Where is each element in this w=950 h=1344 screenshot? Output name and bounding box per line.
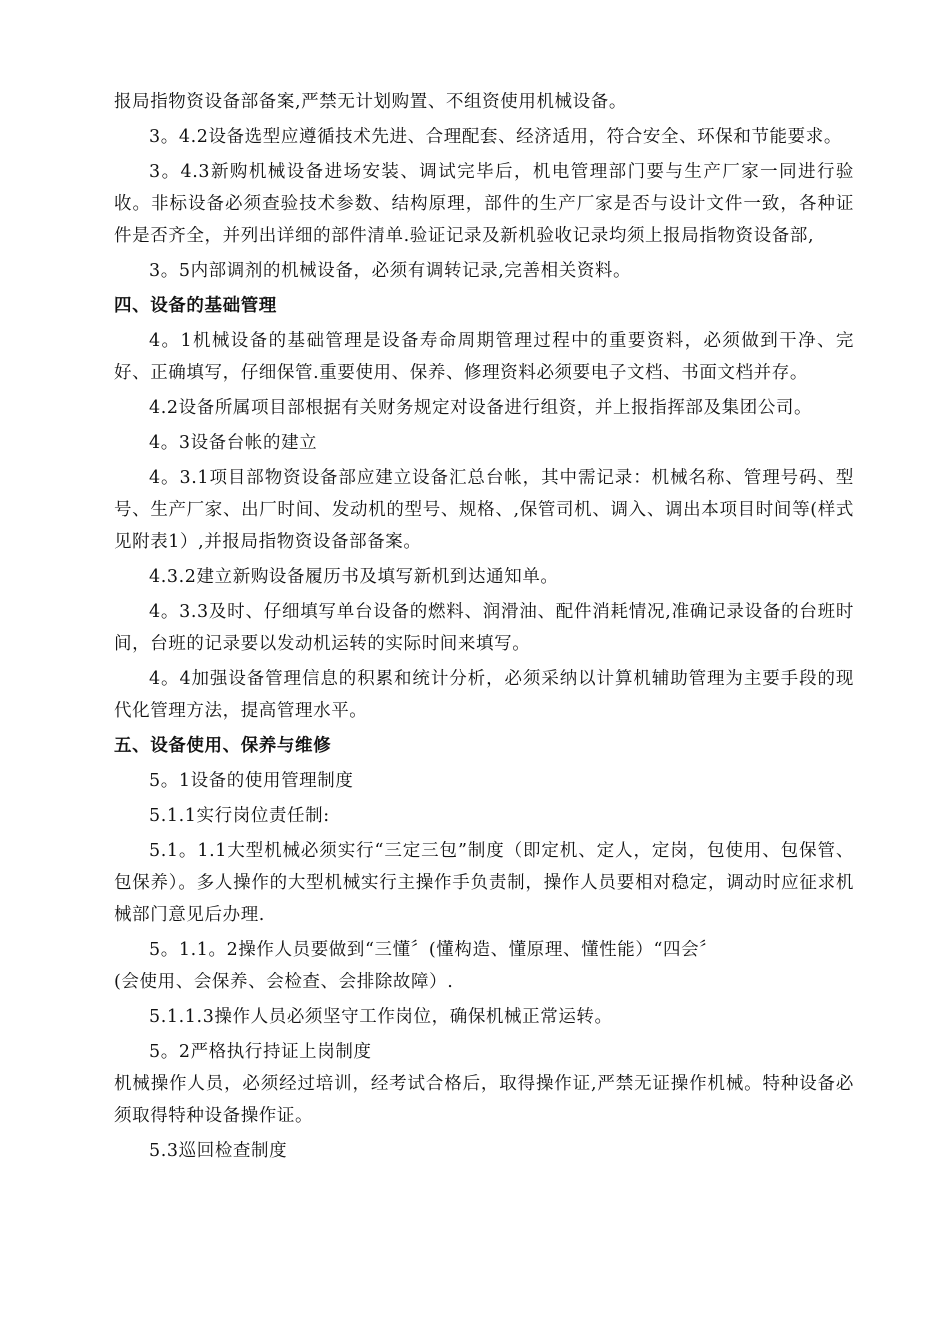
- paragraph: 4。1机械设备的基础管理是设备寿命周期管理过程中的重要资料，必须做到干净、完好、正确填写，仔细保管.重要使用、保养、修理资料必须要电子文档、书面文档并存。: [114, 331, 854, 383]
- paragraph: 3。4.2设备选型应遵循技术先进、合理配套、经济适用，符合安全、环保和节能要求。: [149, 127, 842, 147]
- paragraph: 5.1。1.1大型机械必须实行“三定三包”制度（即定机、定人，定岗，包使用、包保管、包保养）。多人操作的大型机械实行主操作手负责制，操作人员要相对稳定，调动时应征求机械部门意见后办理.: [114, 841, 854, 925]
- paragraph: 5.3巡回检查制度: [149, 1141, 288, 1161]
- document-body: [114, 86, 854, 1170]
- paragraph: 报局指物资设备部备案,严禁无计划购置、不组资使用机械设备。: [114, 92, 627, 112]
- paragraph: 4.3.2建立新购设备履历书及填写新机到达通知单。: [149, 567, 559, 587]
- paragraph: 4。3.1项目部物资设备部应建立设备汇总台帐，其中需记录：机械名称、管理号码、型号、生产厂家、出厂时间、发动机的型号、规格、,保管司机、调入、调出本项目时间等(样式见附表1）,并报局指物资设备部备案。: [114, 468, 854, 552]
- paragraph: 5。2严格执行持证上岗制度: [149, 1042, 372, 1062]
- section-heading: 四、设备的基础管理: [114, 296, 277, 316]
- paragraph: 4.2设备所属项目部根据有关财务规定对设备进行组资，并上报指挥部及集团公司。: [149, 398, 813, 418]
- paragraph: 4。3设备台帐的建立: [149, 433, 318, 453]
- paragraph: 4。3.3及时、仔细填写单台设备的燃料、润滑油、配件消耗情况,准确记录设备的台班时间，台班的记录要以发动机运转的实际时间来填写。: [114, 602, 854, 654]
- paragraph: 5.1.1实行岗位责任制:: [149, 806, 330, 826]
- paragraph: 4。4加强设备管理信息的积累和统计分析，必须采纳以计算机辅助管理为主要手段的现代化管理方法，提高管理水平。: [114, 669, 854, 721]
- paragraph: 3。5内部调剂的机械设备，必须有调转记录,完善相关资料。: [149, 261, 632, 281]
- paragraph: 5.1.1.3操作人员必须坚守工作岗位，确保机械正常运转。: [149, 1007, 613, 1027]
- paragraph: (会使用、会保养、会检查、会排除故障）.: [114, 972, 454, 992]
- paragraph: 5。1设备的使用管理制度: [149, 771, 354, 791]
- section-heading: 五、设备使用、保养与维修: [114, 736, 332, 756]
- paragraph: 5。1.1。2操作人员要做到“三懂〞(懂构造、懂原理、懂性能）“四会〞: [149, 940, 718, 960]
- paragraph: 机械操作人员，必须经过培训，经考试合格后，取得操作证,严禁无证操作机械。特种设备必须取得特种设备操作证。: [114, 1074, 854, 1126]
- paragraph: 3。4.3新购机械设备进场安装、调试完毕后，机电管理部门要与生产厂家一同进行验收。非标设备必须查验技术参数、结构原理，部件的生产厂家是否与设计文件一致，各种证件是否齐全，并列出详细的部件清单.验证记录及新机验收记录均须上报局指物资设备部,: [114, 162, 854, 246]
